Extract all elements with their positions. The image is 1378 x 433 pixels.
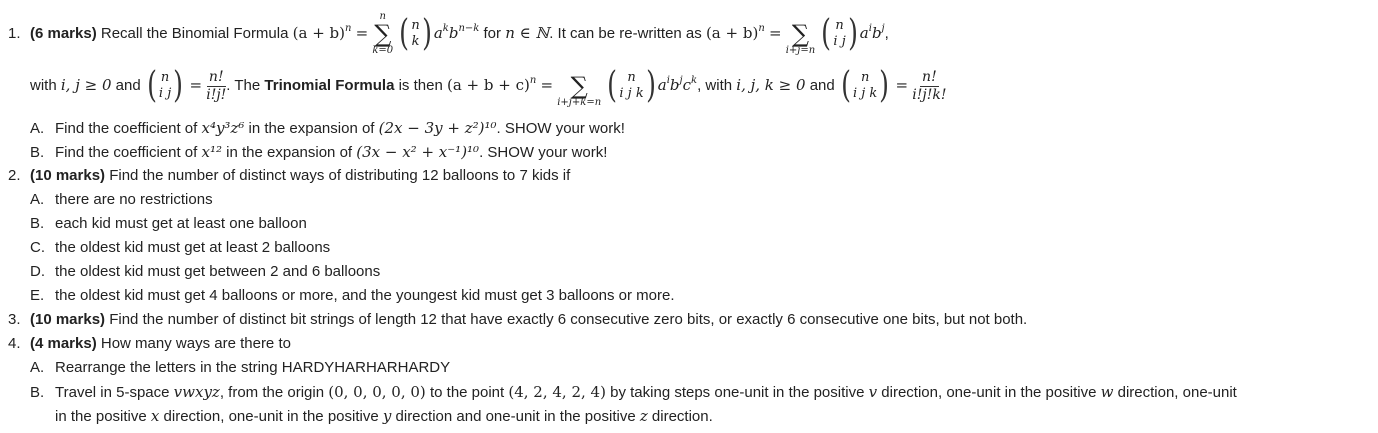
binomial-coefficient-3: ( n i j ) bbox=[146, 65, 184, 106]
q1-cond: for bbox=[483, 24, 502, 42]
q1-part-a: A. Find the coefficient of x⁴y³z⁶ in the expansion of (2x − 3y + z²)¹⁰. SHOW your work! bbox=[30, 119, 625, 137]
q1-equals-2: = bbox=[768, 23, 782, 42]
binomial-coefficient-2: ( n i j ) bbox=[821, 13, 858, 54]
q1-rewrite: . It can be re-written as bbox=[549, 24, 702, 42]
q3-heading: 3. (10 marks) Find the number of distinct bit strings of length 12 that have exactly 6 consecutive zero bits, or exactly 6 consecutive one bits, but not both. bbox=[8, 311, 1028, 328]
trinomial-coefficient-2: ( n i j k ) bbox=[841, 65, 890, 106]
tri-post: is then bbox=[398, 76, 443, 94]
q2-part-e: E. the oldest kid must get 4 balloons or more, and the youngest kid must get 3 balloons or more. bbox=[30, 287, 675, 304]
q2-part-a: A. there are no restrictions bbox=[30, 191, 213, 208]
tri-lhs: $(a + b + c)^n$ bbox=[446, 74, 537, 94]
fraction-1: $\frac{n!}{i!j!}$ bbox=[206, 68, 227, 103]
fraction-2: $\frac{n!}{i!j!k!}$ bbox=[912, 68, 947, 103]
ij-condition: i, j ≥ 0 bbox=[60, 75, 112, 94]
q1-lhs-2: $(a + b)^n$ bbox=[705, 22, 765, 42]
ijk-condition: i, j, k ≥ 0 bbox=[736, 75, 806, 94]
and-text: and bbox=[115, 76, 141, 94]
sum-symbol-2: ∑ i+j=n bbox=[785, 20, 816, 56]
q4-part-b-line1: B. Travel in 5-space vwxyz, from the origin (0, 0, 0, 0, 0) to the point (4, 2, 4, 2, 4) by taking steps one-unit in the positive v direction, one-unit in the positive w direction, one-unit bbox=[30, 383, 1237, 401]
equals-4: = bbox=[540, 75, 554, 94]
q1-equals: = bbox=[355, 23, 369, 42]
q1-number: 1. bbox=[8, 24, 21, 42]
tri-with: , with bbox=[697, 76, 733, 94]
term1: $a^kb^{n-k}$ bbox=[433, 22, 480, 42]
q1-lhs: $(a + b)^n$ bbox=[292, 22, 352, 42]
q1-cond-math: n ∈ ℕ bbox=[505, 23, 550, 42]
q2-part-b: B. each kid must get at least one balloon bbox=[30, 215, 307, 232]
equals-3: = bbox=[189, 75, 203, 94]
q2-heading: 2. (10 marks) Find the number of distinct ways of distributing 12 balloons to 7 kids if bbox=[8, 167, 571, 184]
q4-heading: 4. (4 marks) How many ways are there to bbox=[8, 335, 291, 352]
q1-marks: (6 marks) bbox=[30, 24, 97, 42]
and-text-2: and bbox=[809, 76, 835, 94]
q1-line2 bbox=[30, 64, 946, 108]
sum-symbol-3: ∑ i+j+k=n bbox=[557, 72, 602, 108]
trinomial-formula-label: Trinomial Formula bbox=[264, 76, 395, 94]
q1-part-b: B. Find the coefficient of x¹² in the expansion of (3x − x² + x⁻¹)¹⁰. SHOW your work! bbox=[30, 143, 608, 161]
binomial-coefficient-1: ( n k ) bbox=[399, 13, 432, 54]
with-text: with bbox=[30, 76, 57, 94]
trinomial-coefficient: ( n i j k ) bbox=[607, 65, 656, 106]
term2: $a^ib^j$ bbox=[859, 22, 885, 42]
tri-pre: . The bbox=[226, 76, 261, 94]
sum-symbol-1: n ∑ k=0 bbox=[372, 11, 394, 56]
q2-part-d: D. the oldest kid must get between 2 and 6 balloons bbox=[30, 263, 381, 280]
q4-part-b-line2: in the positive x direction, one-unit in the positive y direction and one-unit in the positive z direction. bbox=[55, 407, 713, 425]
q2-part-c: C. the oldest kid must get at least 2 balloons bbox=[30, 239, 331, 256]
q4-part-a: A. Rearrange the letters in the string HARDYHARHARHARDY bbox=[30, 359, 451, 376]
q1-line1: 1. (6 marks) Recall the Binomial Formula $(a + b)^n$ = n ∑ k=0 ( n k ) $a^kb^{n-k}$ for n ∈ ℕ. It can be re-written as $(a + b)^n$ = ∑ i+j=n ( n i j ) $a^ib^j$, bbox=[8, 11, 889, 56]
term3: $a^ib^jc^k$ bbox=[657, 74, 698, 94]
q1-intro: Recall the Binomial Formula bbox=[100, 24, 289, 42]
equals-5: = bbox=[895, 75, 909, 94]
